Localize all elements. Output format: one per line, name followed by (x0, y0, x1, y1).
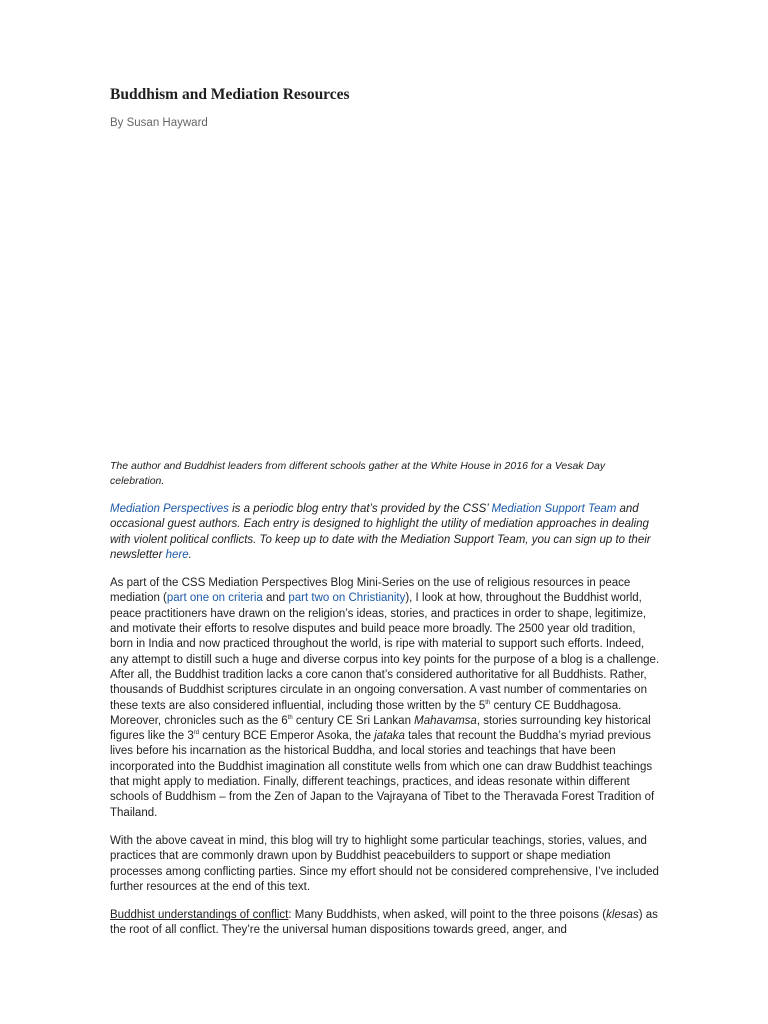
p1-text-4: century CE Buddhagosa. Moreover, chronicles such as the 6 (110, 699, 622, 727)
mediation-support-team-link[interactable]: Mediation Support Team (491, 503, 617, 515)
body-paragraph-3 (110, 908, 660, 939)
intro-text-2: and occasional guest authors. Each entry is designed to highlight the utility of mediation approaches in dealing with violent political conflicts. To keep up to date with the Mediation Support Team, you can sign up to their newsletter (110, 503, 651, 561)
intro-paragraph (110, 502, 660, 563)
p1-text-2: and (262, 592, 289, 605)
intro-text-1: is a periodic blog entry that’s provided by the CSS’ (228, 503, 492, 515)
p1-sup-2: th (287, 715, 293, 722)
article (110, 84, 660, 939)
part-two-christianity-link[interactable]: part two on Christianity (288, 592, 406, 605)
author-byline: By Susan Hayward (110, 117, 208, 129)
p1-text-7: century BCE Emperor Asoka, the (199, 730, 375, 743)
p3-text-1: : Many Buddhists, when asked, will point to the three poisons ( (288, 909, 607, 922)
p1-text-3: ), I look at how, throughout the Buddhist world, peace practitioners have drawn on the religion’s ideas, stories, and practices in order to shape, legitimize, and motivate their efforts to resolve disputes and build peace more broadly. The 2500 year old tradition, born in India and now practiced throughout the world, is ripe with material to support such efforts. Indeed, any attempt to distill such a huge and diverse corpus into key points for the purpose of a blog is a challenge. After all, the Buddhist tradition lacks a core canon that’s considered authoritative for all Buddhists. Rather, thousands of Buddhist scriptures circulate in an ongoing conversation. A vast number of commentaries on these texts are also considered influential, including those written by the 5 (110, 592, 660, 712)
p1-text-6: , stories surrounding key historical figures like the 3 (110, 714, 651, 743)
newsletter-here-link[interactable]: here (165, 548, 189, 561)
p3-text-2: ) as the root of all conflict. They’re the universal human dispositions towards greed, anger, and (110, 909, 658, 937)
p1-text-1: As part of the CSS Mediation Perspectives Blog Mini-Series on the use of religious resources in peace mediation ( (110, 577, 631, 605)
p1-text-8: tales that recount the Buddha’s myriad previous lives before his incarnation as the historical Buddha, and local stories and teachings that have been incorporated into the Buddhist imagination all constitute wells from which one can draw Buddhist teachings that might apply to mediation. Finally, different teachings, practices, and ideas resonate within different schools of Buddhism – from the Zen of Japan to the Vajrayana of Tibet to the Theravada Forest Tradition of Thailand. (110, 730, 655, 819)
p1-sup-3: rd (193, 730, 200, 737)
mediation-perspectives-link[interactable]: Mediation Perspectives (110, 503, 229, 515)
p3-em-klesas: klesas (606, 909, 639, 922)
p1-em-jataka: jataka (374, 730, 405, 743)
section-heading-conflict: Buddhist understandings of conflict (110, 909, 289, 922)
image-caption: The author and Buddhist leaders from different schools gather at the White House in 2016 for a Vesak Day celebration. (110, 460, 606, 487)
p1-text-5: century CE Sri Lankan (292, 714, 415, 727)
body-paragraph-1 (110, 576, 660, 821)
part-one-criteria-link[interactable]: part one on criteria (166, 592, 263, 605)
body-paragraph-2: With the above caveat in mind, this blog will try to highlight some particular teachings, stories, values, and practices that are commonly drawn upon by Buddhist peacebuilders to support or shape mediation processes among conflicting parties. Since my effort should not be considered comprehensive, I’ve included further resources at the end of this text. (110, 834, 659, 893)
header-image-area (110, 131, 660, 459)
intro-text-3: . (188, 548, 192, 561)
p1-sup-1: th (485, 699, 491, 706)
p1-em-mahavamsa: Mahavamsa (414, 714, 477, 727)
article-title: Buddhism and Mediation Resources (110, 86, 350, 103)
